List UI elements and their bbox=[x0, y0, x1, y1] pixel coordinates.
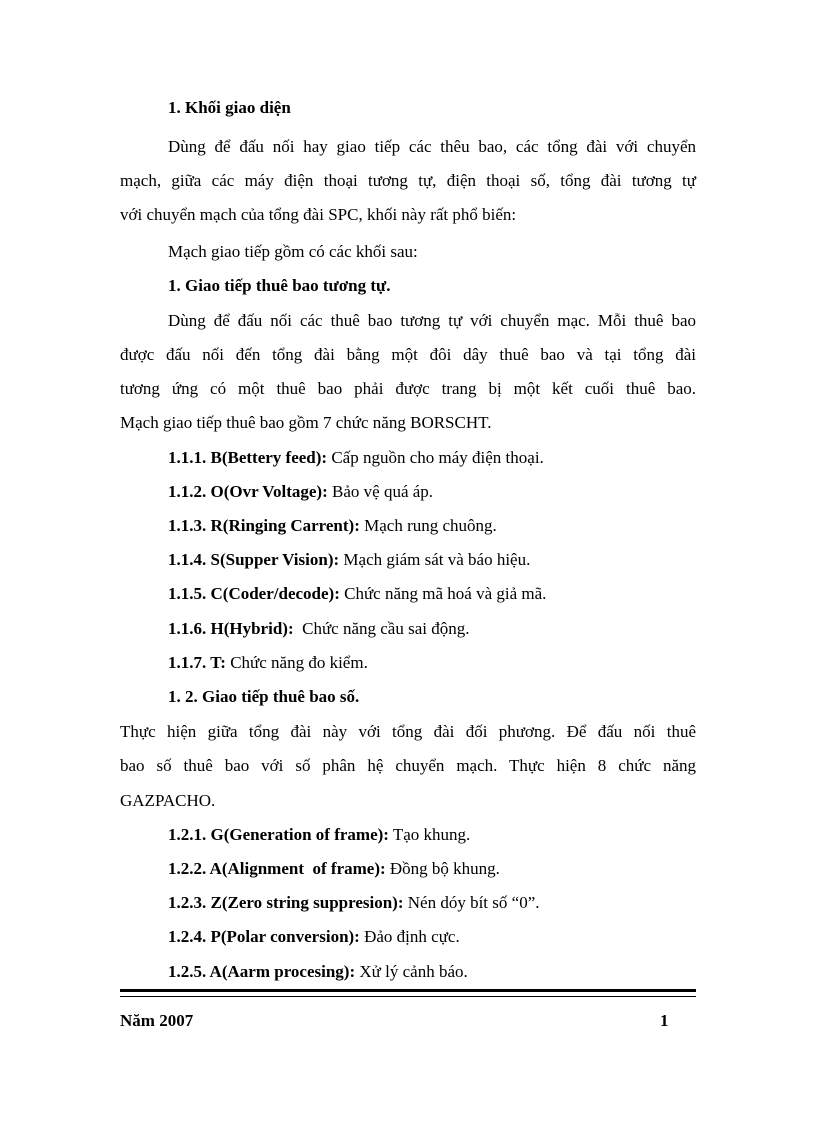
paragraph-line: tương ứng có một thuê bao phải được trang bị một kết cuối thuê bao. bbox=[120, 379, 696, 398]
item-label: 1.1.4. S(Supper Vision): bbox=[168, 550, 340, 569]
heading-analog-subscriber: 1. Giao tiếp thuê bao tương tự. bbox=[168, 276, 391, 295]
list-item bbox=[168, 482, 433, 502]
paragraph-line: với chuyển mạch của tổng đài SPC, khối này rất phổ biến: bbox=[120, 205, 517, 224]
list-item bbox=[168, 516, 497, 536]
item-label: 1.2.5. A(Aarm procesing): bbox=[168, 962, 356, 981]
list-item bbox=[168, 927, 460, 947]
item-text: Mạch rung chuông. bbox=[359, 516, 497, 535]
list-item bbox=[168, 550, 530, 570]
paragraph-line: Dùng để đấu nối hay giao tiếp các thêu bao, các tổng đài với chuyển bbox=[168, 137, 696, 156]
item-label: 1.2.4. P(Polar conversion): bbox=[168, 927, 360, 946]
footer-rule-thick bbox=[120, 989, 696, 992]
paragraph-line: GAZPACHO. bbox=[120, 791, 216, 810]
paragraph-line: mạch, giữa các máy điện thoại tương tự, điện thoại số, tổng đài tương tự bbox=[120, 171, 696, 190]
item-label: 1.1.3. R(Ringing Carrent): bbox=[168, 516, 360, 535]
item-text: Chức năng đo kiểm. bbox=[225, 653, 368, 672]
list-item bbox=[168, 619, 469, 639]
page-number: 1 bbox=[660, 1011, 669, 1030]
item-text: Nén dóy bít số “0”. bbox=[403, 893, 540, 912]
list-item bbox=[168, 859, 500, 879]
list-item bbox=[168, 893, 540, 913]
paragraph-line: Thực hiện giữa tổng đài này với tổng đài đối phương. Để đấu nối thuê bbox=[120, 722, 696, 741]
item-text: Chức năng mã hoá và giả mã. bbox=[339, 584, 547, 603]
item-text: Xử lý cảnh báo. bbox=[355, 962, 468, 981]
footer-year: Năm 2007 bbox=[120, 1011, 194, 1030]
list-item bbox=[168, 584, 546, 604]
item-text: Chức năng cầu sai động. bbox=[293, 619, 470, 638]
item-label: 1.2.1. G(Generation of frame): bbox=[168, 825, 389, 844]
paragraph-line: Mạch giao tiếp thuê bao gồm 7 chức năng BORSCHT. bbox=[120, 413, 492, 432]
list-item bbox=[168, 653, 368, 673]
item-text: Bảo vệ quá áp. bbox=[327, 482, 434, 501]
item-text: Đảo định cực. bbox=[359, 927, 460, 946]
paragraph-line: Mạch giao tiếp gồm có các khối sau: bbox=[168, 242, 418, 261]
item-text: Tạo khung. bbox=[388, 825, 471, 844]
item-label: 1.1.7. T: bbox=[168, 653, 226, 672]
list-item bbox=[168, 448, 544, 468]
paragraph-line: bao số thuê bao với số phân hệ chuyển mạch. Thực hiện 8 chức năng bbox=[120, 756, 696, 775]
item-label: 1.2.2. A(Alignment of frame): bbox=[168, 859, 386, 878]
list-item bbox=[168, 962, 468, 982]
paragraph-line: Dùng để đấu nối các thuê bao tương tự với chuyển mạc. Mỗi thuê bao bbox=[168, 311, 696, 330]
heading-digital-subscriber: 1. 2. Giao tiếp thuê bao số. bbox=[168, 687, 360, 706]
item-label: 1.1.5. C(Coder/decode): bbox=[168, 584, 340, 603]
list-item bbox=[168, 825, 470, 845]
item-text: Đồng bộ khung. bbox=[385, 859, 500, 878]
item-text: Mạch giám sát và báo hiệu. bbox=[339, 550, 531, 569]
item-text: Cấp nguồn cho máy điện thoại. bbox=[327, 448, 544, 467]
item-label: 1.2.3. Z(Zero string suppresion): bbox=[168, 893, 404, 912]
footer-rule-thin bbox=[120, 996, 696, 997]
item-label: 1.1.2. O(Ovr Voltage): bbox=[168, 482, 328, 501]
item-label: 1.1.6. H(Hybrid): bbox=[168, 619, 294, 638]
item-label: 1.1.1. B(Bettery feed): bbox=[168, 448, 328, 467]
paragraph-line: được đấu nối đến tổng đài bằng một đôi dây thuê bao và tại tổng đài bbox=[120, 345, 696, 364]
heading-interface-block: 1. Khối giao diện bbox=[168, 98, 291, 117]
